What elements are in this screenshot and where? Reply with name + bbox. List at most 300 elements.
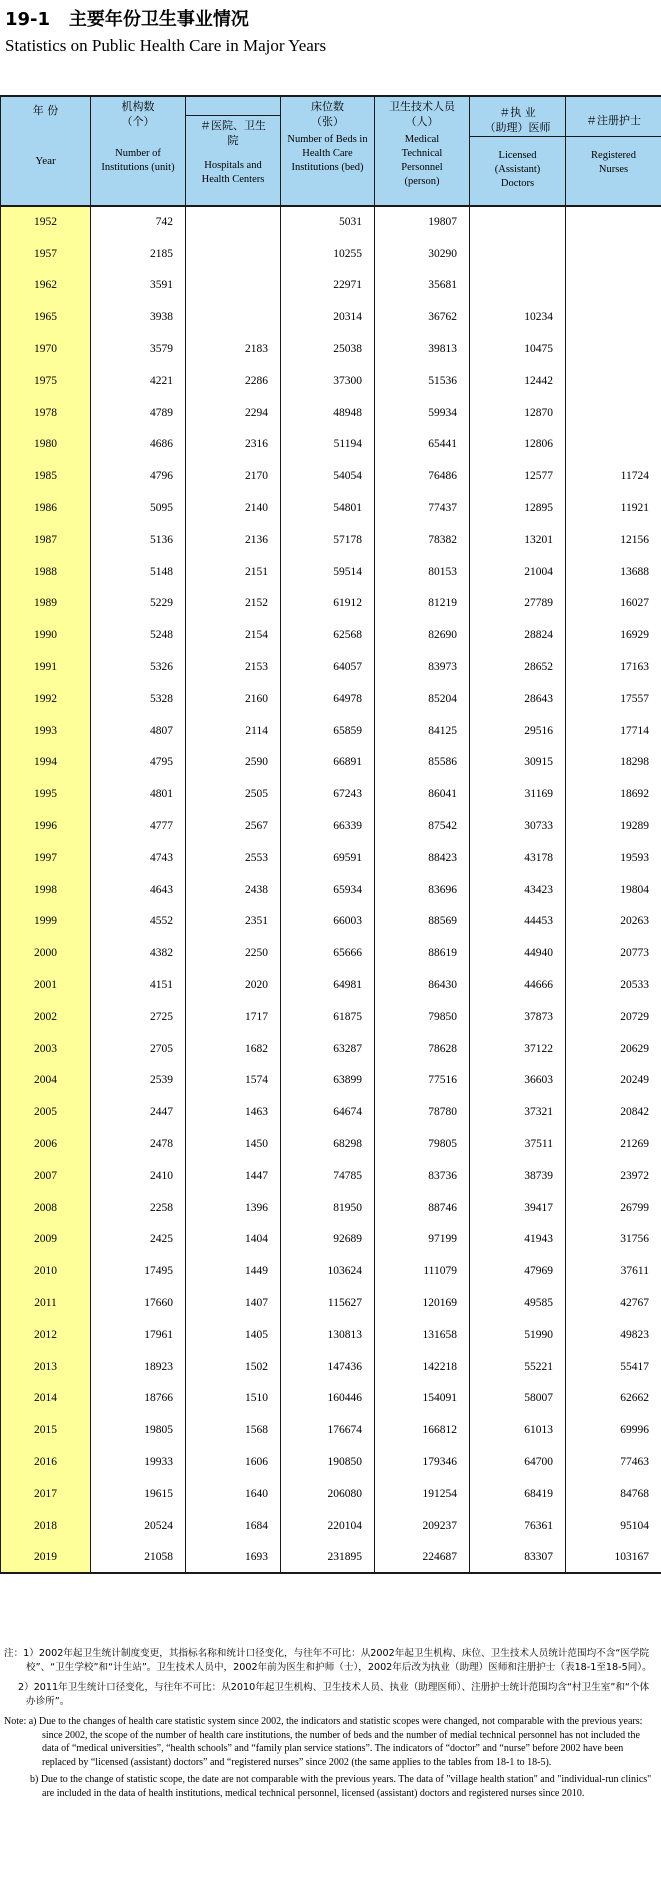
value-cell: [186, 206, 281, 238]
value-cell: 79805: [375, 1128, 470, 1160]
year-cell: 2005: [1, 1096, 91, 1128]
value-cell: 17495: [91, 1255, 186, 1287]
value-cell: 4686: [91, 429, 186, 461]
value-cell: 160446: [281, 1382, 375, 1414]
year-cell: 2013: [1, 1351, 91, 1383]
value-cell: 191254: [375, 1478, 470, 1510]
value-cell: 79850: [375, 1001, 470, 1033]
value-cell: 51194: [281, 429, 375, 461]
value-cell: 16929: [566, 619, 661, 651]
table-row: [1, 1478, 661, 1510]
value-cell: 18298: [566, 747, 661, 779]
year-cell: 1962: [1, 270, 91, 302]
value-cell: [566, 365, 661, 397]
table-row: [1, 206, 661, 238]
value-cell: 43423: [470, 874, 566, 906]
value-cell: 47969: [470, 1255, 566, 1287]
year-cell: 2000: [1, 937, 91, 969]
value-cell: 2160: [186, 683, 281, 715]
value-cell: 179346: [375, 1446, 470, 1478]
value-cell: 3579: [91, 333, 186, 365]
table-title-english: Statistics on Public Health Care in Major Years: [5, 36, 327, 55]
header-doctors: [470, 96, 566, 206]
value-cell: 111079: [375, 1255, 470, 1287]
value-cell: 76361: [470, 1510, 566, 1542]
value-cell: 74785: [281, 1160, 375, 1192]
value-cell: 80153: [375, 556, 470, 588]
value-cell: 49585: [470, 1287, 566, 1319]
year-cell: 1980: [1, 429, 91, 461]
value-cell: 2151: [186, 556, 281, 588]
value-cell: 77463: [566, 1446, 661, 1478]
value-cell: 103167: [566, 1541, 661, 1573]
year-cell: 1995: [1, 778, 91, 810]
year-cell: 2006: [1, 1128, 91, 1160]
value-cell: 64057: [281, 651, 375, 683]
value-cell: 37511: [470, 1128, 566, 1160]
year-cell: 1992: [1, 683, 91, 715]
value-cell: 17660: [91, 1287, 186, 1319]
table-row: [1, 588, 661, 620]
value-cell: 10255: [281, 238, 375, 270]
year-cell: 1952: [1, 206, 91, 238]
value-cell: 43178: [470, 842, 566, 874]
value-cell: 5148: [91, 556, 186, 588]
value-cell: 1640: [186, 1478, 281, 1510]
year-cell: 1988: [1, 556, 91, 588]
value-cell: 2553: [186, 842, 281, 874]
value-cell: 2539: [91, 1065, 186, 1097]
value-cell: 81950: [281, 1192, 375, 1224]
value-cell: 2153: [186, 651, 281, 683]
table-row: [1, 301, 661, 333]
year-cell: 2004: [1, 1065, 91, 1097]
value-cell: 2258: [91, 1192, 186, 1224]
value-cell: 5095: [91, 492, 186, 524]
value-cell: 12442: [470, 365, 566, 397]
value-cell: 85204: [375, 683, 470, 715]
value-cell: 2316: [186, 429, 281, 461]
value-cell: [186, 270, 281, 302]
table-row: [1, 969, 661, 1001]
value-cell: 2136: [186, 524, 281, 556]
value-cell: 2351: [186, 906, 281, 938]
header-nurses: [566, 96, 661, 206]
year-cell: 1978: [1, 397, 91, 429]
value-cell: 231895: [281, 1541, 375, 1573]
value-cell: 4382: [91, 937, 186, 969]
table-title-cn-text: 主要年份卫生事业情况: [68, 9, 249, 30]
value-cell: 2020: [186, 969, 281, 1001]
value-cell: 1450: [186, 1128, 281, 1160]
table-row: [1, 429, 661, 461]
value-cell: 4807: [91, 715, 186, 747]
table-row: [1, 1224, 661, 1256]
value-cell: 2114: [186, 715, 281, 747]
value-cell: 51536: [375, 365, 470, 397]
value-cell: 35681: [375, 270, 470, 302]
value-cell: 78628: [375, 1033, 470, 1065]
year-cell: 1996: [1, 810, 91, 842]
value-cell: 4643: [91, 874, 186, 906]
value-cell: 19615: [91, 1478, 186, 1510]
header-nurses-cn: ＃注册护士: [586, 114, 641, 127]
value-cell: 82690: [375, 619, 470, 651]
year-cell: 2010: [1, 1255, 91, 1287]
value-cell: 19933: [91, 1446, 186, 1478]
value-cell: 88619: [375, 937, 470, 969]
value-cell: 11724: [566, 460, 661, 492]
value-cell: 176674: [281, 1414, 375, 1446]
header-doctors-en: Licensed (Assistant) Doctors: [494, 150, 541, 189]
value-cell: 2250: [186, 937, 281, 969]
value-cell: 5136: [91, 524, 186, 556]
table-row: [1, 683, 661, 715]
value-cell: 37122: [470, 1033, 566, 1065]
value-cell: 42767: [566, 1287, 661, 1319]
value-cell: 88423: [375, 842, 470, 874]
value-cell: 19805: [91, 1414, 186, 1446]
table-row: [1, 1255, 661, 1287]
value-cell: 69591: [281, 842, 375, 874]
value-cell: 1510: [186, 1382, 281, 1414]
value-cell: 1574: [186, 1065, 281, 1097]
year-cell: 2015: [1, 1414, 91, 1446]
value-cell: 86430: [375, 969, 470, 1001]
value-cell: 44666: [470, 969, 566, 1001]
value-cell: 12806: [470, 429, 566, 461]
table-row: [1, 1033, 661, 1065]
value-cell: 27789: [470, 588, 566, 620]
year-cell: 2009: [1, 1224, 91, 1256]
note-cn-1: 注：1）2002年起卫生统计制度变更，其指标名称和统计口径变化，与往年不可比：从2002年起卫生机构、床位、卫生技术人员统计范围均不含“医学院校”、“卫生学校”和“计生站”。卫生技术人员中，2002年前为医生和护师（士），2002年后改为执业（助理）医师和注册护士（表18-1至18-5同）。: [4, 1648, 652, 1673]
note-en-a: Note: a) Due to the changes of health care statistic system since 2002, the indicators and statistic scopes were changed, not comparable with the previous years: since 2002, the scope of the number of health care institutions, the number of beds and the number of medial technical personnel has not included the data of “medical universities”, “health schools” and “family plan service stations”. The indicators of “doctor” and “nurse” before 2002 have been replaced by “licensed (assistant) doctors” and “registered nurses” since 2002 (the same applies to the tables from 18-1 to 18-5).: [4, 1716, 643, 1768]
value-cell: 5248: [91, 619, 186, 651]
value-cell: 84768: [566, 1478, 661, 1510]
value-cell: [470, 206, 566, 238]
value-cell: 78780: [375, 1096, 470, 1128]
header-personnel: [375, 96, 470, 206]
value-cell: 77437: [375, 492, 470, 524]
value-cell: 65441: [375, 429, 470, 461]
header-institutions-cn: 机构数 （个）: [121, 100, 155, 128]
value-cell: 2425: [91, 1224, 186, 1256]
value-cell: 2286: [186, 365, 281, 397]
value-cell: 39813: [375, 333, 470, 365]
header-hospitals-cn: ＃医院、卫生院: [200, 119, 266, 147]
year-cell: 1997: [1, 842, 91, 874]
value-cell: 63899: [281, 1065, 375, 1097]
header-institutions: [91, 96, 186, 206]
value-cell: 2478: [91, 1128, 186, 1160]
value-cell: 44940: [470, 937, 566, 969]
value-cell: 65859: [281, 715, 375, 747]
table-body: [1, 206, 661, 1573]
value-cell: 2154: [186, 619, 281, 651]
value-cell: 61875: [281, 1001, 375, 1033]
value-cell: 68298: [281, 1128, 375, 1160]
year-cell: 1957: [1, 238, 91, 270]
value-cell: 2590: [186, 747, 281, 779]
value-cell: 12895: [470, 492, 566, 524]
value-cell: 64700: [470, 1446, 566, 1478]
value-cell: 88569: [375, 906, 470, 938]
value-cell: 38739: [470, 1160, 566, 1192]
value-cell: 65666: [281, 937, 375, 969]
value-cell: 55221: [470, 1351, 566, 1383]
value-cell: 209237: [375, 1510, 470, 1542]
year-cell: 1998: [1, 874, 91, 906]
value-cell: 3938: [91, 301, 186, 333]
value-cell: 1449: [186, 1255, 281, 1287]
value-cell: 64978: [281, 683, 375, 715]
footnotes-chinese: [4, 1647, 656, 1709]
value-cell: 19289: [566, 810, 661, 842]
value-cell: [566, 206, 661, 238]
year-cell: 1985: [1, 460, 91, 492]
table-row: [1, 1446, 661, 1478]
value-cell: [566, 301, 661, 333]
value-cell: 1606: [186, 1446, 281, 1478]
table-row: [1, 1001, 661, 1033]
note-en-b: b) Due to the change of statistic scope, the date are not comparable with the previous years. The data of "village health station" and "individual-run clinics" are included in the data of health institutions, medical technical personnel, licensed (assistant) doctors and registered nurses since 2010.: [30, 1774, 652, 1799]
value-cell: 66339: [281, 810, 375, 842]
value-cell: 1396: [186, 1192, 281, 1224]
value-cell: 5326: [91, 651, 186, 683]
value-cell: 4777: [91, 810, 186, 842]
value-cell: 13688: [566, 556, 661, 588]
year-cell: 1970: [1, 333, 91, 365]
value-cell: 21269: [566, 1128, 661, 1160]
value-cell: 68419: [470, 1478, 566, 1510]
value-cell: [566, 270, 661, 302]
value-cell: [566, 397, 661, 429]
value-cell: 63287: [281, 1033, 375, 1065]
value-cell: 5229: [91, 588, 186, 620]
value-cell: 83307: [470, 1541, 566, 1573]
value-cell: 66891: [281, 747, 375, 779]
header-doctors-cn: ＃执 业 （助理）医师: [484, 106, 551, 134]
value-cell: 18692: [566, 778, 661, 810]
year-cell: 1986: [1, 492, 91, 524]
header-personnel-en: Medical Technical Personnel (person): [401, 134, 443, 187]
value-cell: 62662: [566, 1382, 661, 1414]
year-cell: 1993: [1, 715, 91, 747]
year-cell: 2018: [1, 1510, 91, 1542]
table-row: [1, 492, 661, 524]
year-cell: 2003: [1, 1033, 91, 1065]
value-cell: 78382: [375, 524, 470, 556]
year-cell: 2002: [1, 1001, 91, 1033]
value-cell: 12577: [470, 460, 566, 492]
value-cell: 31756: [566, 1224, 661, 1256]
header-year-cn: 年 份: [32, 104, 59, 117]
value-cell: 54054: [281, 460, 375, 492]
value-cell: 2438: [186, 874, 281, 906]
value-cell: 147436: [281, 1351, 375, 1383]
table-row: [1, 524, 661, 556]
footnotes: [4, 1647, 656, 1804]
header-hospitals: [186, 96, 281, 206]
value-cell: [186, 238, 281, 270]
value-cell: 22971: [281, 270, 375, 302]
value-cell: 2567: [186, 810, 281, 842]
value-cell: 1693: [186, 1541, 281, 1573]
value-cell: 20249: [566, 1065, 661, 1097]
value-cell: 30733: [470, 810, 566, 842]
value-cell: 87542: [375, 810, 470, 842]
year-cell: 1975: [1, 365, 91, 397]
value-cell: 17961: [91, 1319, 186, 1351]
value-cell: 20842: [566, 1096, 661, 1128]
year-cell: 2012: [1, 1319, 91, 1351]
table-row: [1, 1510, 661, 1542]
table-row: [1, 842, 661, 874]
value-cell: 29516: [470, 715, 566, 747]
value-cell: 4789: [91, 397, 186, 429]
value-cell: 77516: [375, 1065, 470, 1097]
value-cell: 64674: [281, 1096, 375, 1128]
value-cell: 37300: [281, 365, 375, 397]
value-cell: 1405: [186, 1319, 281, 1351]
footnotes-english: [4, 1715, 656, 1800]
value-cell: 65934: [281, 874, 375, 906]
header-beds: [281, 96, 375, 206]
value-cell: 1447: [186, 1160, 281, 1192]
value-cell: 66003: [281, 906, 375, 938]
value-cell: 2185: [91, 238, 186, 270]
value-cell: 88746: [375, 1192, 470, 1224]
value-cell: 1502: [186, 1351, 281, 1383]
value-cell: [186, 301, 281, 333]
table-row: [1, 619, 661, 651]
year-cell: 2019: [1, 1541, 91, 1573]
year-cell: 1999: [1, 906, 91, 938]
header-beds-cn: 床位数 （张）: [311, 100, 344, 128]
table-number: 19-1: [5, 9, 51, 30]
value-cell: 20314: [281, 301, 375, 333]
value-cell: 4221: [91, 365, 186, 397]
value-cell: 61912: [281, 588, 375, 620]
table-row: [1, 460, 661, 492]
value-cell: [566, 429, 661, 461]
year-cell: 2016: [1, 1446, 91, 1478]
year-cell: 2017: [1, 1478, 91, 1510]
table-row: [1, 1096, 661, 1128]
table-row: [1, 906, 661, 938]
value-cell: 30915: [470, 747, 566, 779]
value-cell: 19593: [566, 842, 661, 874]
value-cell: 39417: [470, 1192, 566, 1224]
value-cell: 103624: [281, 1255, 375, 1287]
value-cell: 2170: [186, 460, 281, 492]
value-cell: 2447: [91, 1096, 186, 1128]
value-cell: 131658: [375, 1319, 470, 1351]
value-cell: 28824: [470, 619, 566, 651]
table-row: [1, 1287, 661, 1319]
value-cell: 62568: [281, 619, 375, 651]
table-row: [1, 651, 661, 683]
value-cell: 2140: [186, 492, 281, 524]
table-row: [1, 1351, 661, 1383]
value-cell: 12870: [470, 397, 566, 429]
value-cell: 28643: [470, 683, 566, 715]
value-cell: 20533: [566, 969, 661, 1001]
year-cell: 2007: [1, 1160, 91, 1192]
header-hospitals-en: Hospitals and Health Centers: [201, 160, 265, 185]
health-statistics-table: [0, 95, 661, 1574]
value-cell: 20729: [566, 1001, 661, 1033]
value-cell: 30290: [375, 238, 470, 270]
table-row: [1, 1160, 661, 1192]
value-cell: 224687: [375, 1541, 470, 1573]
header-beds-en: Number of Beds in Health Care Institutions (bed): [287, 134, 368, 173]
value-cell: 2410: [91, 1160, 186, 1192]
value-cell: 61013: [470, 1414, 566, 1446]
table-row: [1, 1319, 661, 1351]
value-cell: 41943: [470, 1224, 566, 1256]
value-cell: 59514: [281, 556, 375, 588]
table-row: [1, 270, 661, 302]
value-cell: 55417: [566, 1351, 661, 1383]
value-cell: 76486: [375, 460, 470, 492]
value-cell: 1404: [186, 1224, 281, 1256]
value-cell: 166812: [375, 1414, 470, 1446]
year-cell: 2014: [1, 1382, 91, 1414]
value-cell: 86041: [375, 778, 470, 810]
value-cell: 4743: [91, 842, 186, 874]
value-cell: 48948: [281, 397, 375, 429]
table-row: [1, 715, 661, 747]
value-cell: 83736: [375, 1160, 470, 1192]
value-cell: 154091: [375, 1382, 470, 1414]
value-cell: 97199: [375, 1224, 470, 1256]
value-cell: 83973: [375, 651, 470, 683]
value-cell: 17557: [566, 683, 661, 715]
value-cell: 10234: [470, 301, 566, 333]
value-cell: 49823: [566, 1319, 661, 1351]
value-cell: 11921: [566, 492, 661, 524]
value-cell: 51990: [470, 1319, 566, 1351]
value-cell: 20524: [91, 1510, 186, 1542]
value-cell: 1463: [186, 1096, 281, 1128]
value-cell: 1682: [186, 1033, 281, 1065]
table-row: [1, 1192, 661, 1224]
table-row: [1, 1541, 661, 1573]
value-cell: 20773: [566, 937, 661, 969]
value-cell: 31169: [470, 778, 566, 810]
value-cell: 37321: [470, 1096, 566, 1128]
value-cell: [470, 238, 566, 270]
value-cell: 2294: [186, 397, 281, 429]
value-cell: [470, 270, 566, 302]
value-cell: 92689: [281, 1224, 375, 1256]
value-cell: 18923: [91, 1351, 186, 1383]
value-cell: 12156: [566, 524, 661, 556]
table-row: [1, 333, 661, 365]
value-cell: 1568: [186, 1414, 281, 1446]
value-cell: 54801: [281, 492, 375, 524]
value-cell: 44453: [470, 906, 566, 938]
value-cell: 95104: [566, 1510, 661, 1542]
value-cell: 36762: [375, 301, 470, 333]
value-cell: 220104: [281, 1510, 375, 1542]
value-cell: 130813: [281, 1319, 375, 1351]
year-cell: 1987: [1, 524, 91, 556]
value-cell: 84125: [375, 715, 470, 747]
value-cell: 4795: [91, 747, 186, 779]
header-institutions-en: Number of Institutions (unit): [101, 148, 175, 173]
